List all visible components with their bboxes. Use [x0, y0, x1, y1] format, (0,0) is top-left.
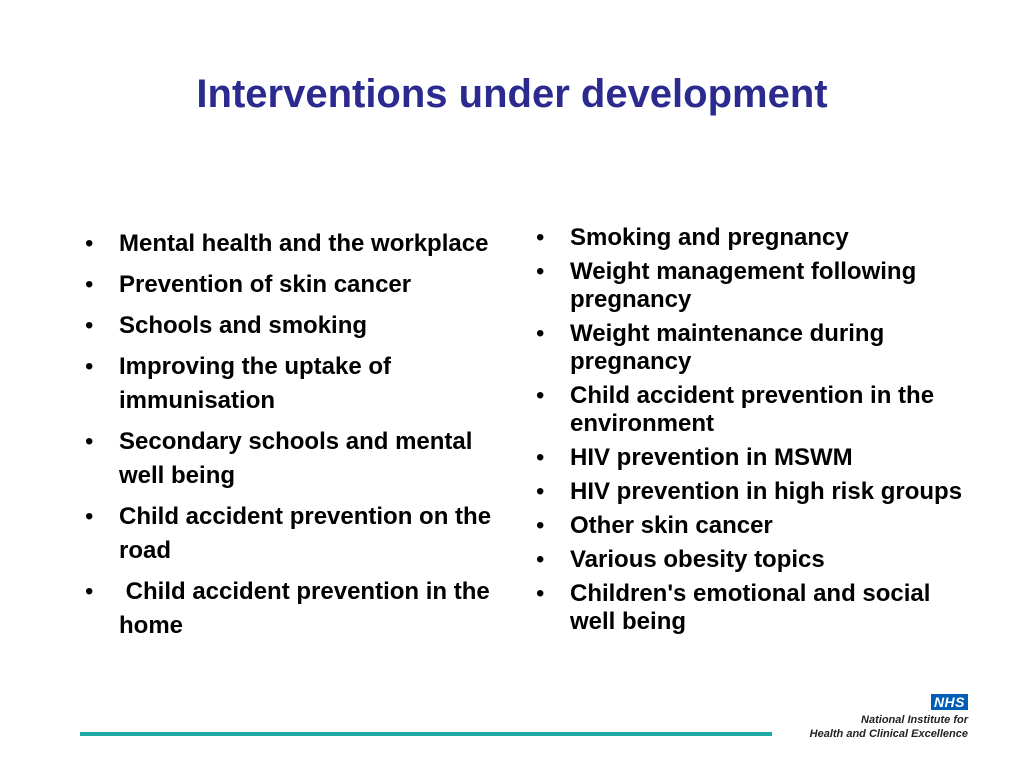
list-item: • Other skin cancer — [570, 512, 970, 540]
list-item: • Children's emotional and social well being — [570, 580, 970, 636]
right-bullet-list — [570, 224, 970, 642]
logo-line-1: National Institute for — [861, 714, 968, 726]
list-item: • HIV prevention in MSWM — [570, 444, 970, 472]
footer-divider — [80, 732, 772, 736]
list-item: • Smoking and pregnancy — [570, 224, 970, 252]
list-item: • Improving the uptake of immunisation — [119, 350, 519, 418]
nhs-badge: NHS — [931, 694, 968, 710]
list-item: • Mental health and the workplace — [119, 227, 519, 261]
nice-logo — [808, 694, 968, 744]
list-item: • HIV prevention in high risk groups — [570, 478, 970, 506]
list-item: • Various obesity topics — [570, 546, 970, 574]
list-item: • Child accident prevention in the environment — [570, 382, 970, 438]
slide-title: Interventions under development — [196, 72, 828, 116]
list-item: • Weight maintenance during pregnancy — [570, 320, 970, 376]
list-item: • Secondary schools and mental well being — [119, 425, 519, 493]
list-item: • Child accident prevention on the road — [119, 500, 519, 568]
list-item: • Schools and smoking — [119, 309, 519, 343]
list-item: • Child accident prevention in the home — [119, 575, 519, 643]
list-item: • Prevention of skin cancer — [119, 268, 519, 302]
left-bullet-list — [119, 227, 519, 650]
list-item: • Weight management following pregnancy — [570, 258, 970, 314]
logo-line-2: Health and Clinical Excellence — [809, 728, 968, 740]
